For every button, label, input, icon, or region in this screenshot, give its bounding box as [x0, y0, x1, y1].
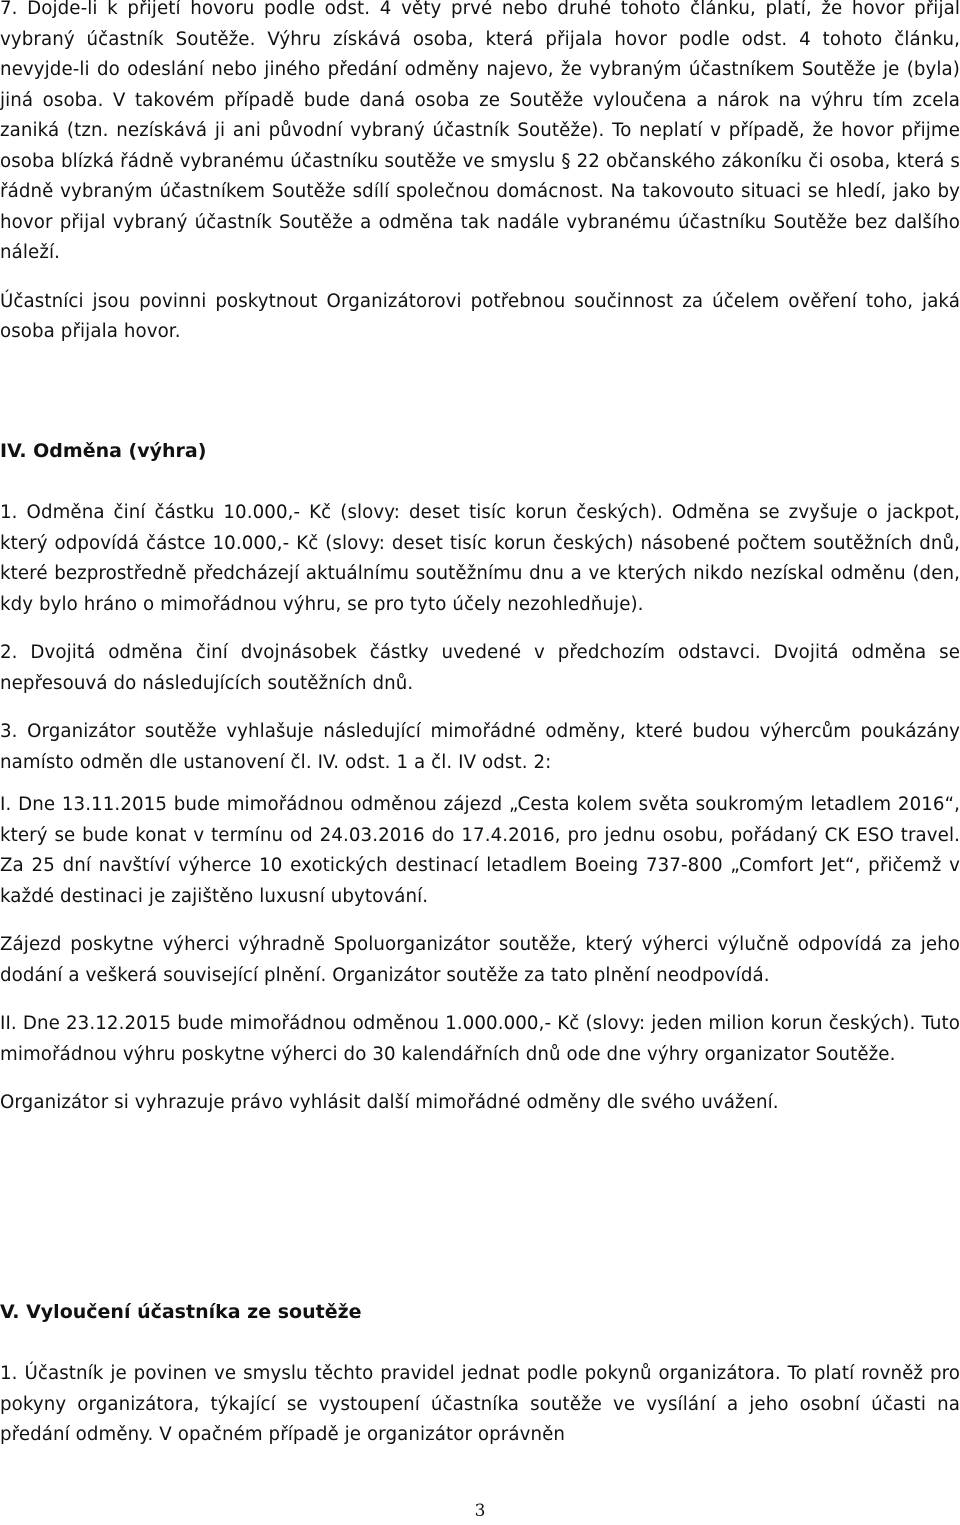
- paragraph-v-1: 1. Účastník je povinen ve smyslu těchto pravidel jednat podle pokynů organizátora. To platí rovněž pro pokyny organizátora, týkající se vystoupení účastníka soutěže ve vysílání a jeho osobní účasti na předání odměny. V opačném případě je organizátor oprávněn: [0, 1363, 960, 1445]
- paragraph-iv-3: 3. Organizátor soutěže vyhlašuje následující mimořádné odměny, které budou výhercům poukázány namísto odměn dle ustanovení čl. IV. odst. 1 a čl. IV odst. 2:: [0, 721, 960, 773]
- paragraph-iv-3-i-supplier: Zájezd poskytne výherci výhradně Spoluorganizátor soutěže, který výherci výlučně odpovídá za jeho dodání a veškerá související plnění. Organizátor soutěže za tato plnění neodpovídá.: [0, 934, 960, 986]
- paragraph-iv-1: 1. Odměna činí částku 10.000,- Kč (slovy: deset tisíc korun českých). Odměna se zvyšuje o jackpot, který odpovídá částce 10.000,- Kč (slovy: deset tisíc korun českých) násobené počtem soutěžních dnů, které bezprostředně předcházejí aktuálnímu soutěžnímu dnu a ve kterých nikdo nezískal odměnu (den, kdy bylo hráno o mimořádnou výhru, se pro tyto účely nezohledňuje).: [0, 502, 960, 615]
- paragraph-iv-3-ii: II. Dne 23.12.2015 bude mimořádnou odměnou 1.000.000,- Kč (slovy: jeden milion korun českých). Tuto mimořádnou výhru poskytne výherci do 30 kalendářních dnů ode dne výhry organizator Soutěže.: [0, 1013, 960, 1065]
- section-article-7: [0, 0, 960, 366]
- section-iv-heading: IV. Odměna (výhra): [0, 440, 207, 462]
- paragraph-iv-reservation: Organizátor si vyhrazuje právo vyhlásit další mimořádné odměny dle svého uvážení.: [0, 1092, 779, 1113]
- paragraph-7: 7. Dojde-li k přijetí hovoru podle odst. 4 věty prvé nebo druhé tohoto článku, platí, že hovor přijal vybraný účastník Soutěže. Výhru získává osoba, která přijala hovor podle odst. 4 tohoto článku, nevyjde-li do odeslání nebo jiného předání odměny najevo, že vybraným účastníkem Soutěže je (byla) jiná osoba. V takovém případě bude daná osoba ze Soutěže vyloučena a nárok na výhru tím zcela zaniká (tzn. nezískává ji ani původní vybraný účastník Soutěže). To neplatí v případě, že hovor přijme osoba blízká řádně vybranému účastníku soutěže ve smyslu § 22 občanského zákoníku či osoba, která s řádně vybraným účastníkem Soutěže sdílí společnou domácnost. Na takovouto situaci se hledí, jako by hovor přijal vybraný účastník Soutěže a odměna tak nadále vybranému účastníku Soutěže bez dalšího náleží.: [0, 0, 960, 263]
- page-number: 3: [474, 1501, 486, 1521]
- paragraph-iv-2: 2. Dvojitá odměna činí dvojnásobek částky uvedené v předchozím odstavci. Dvojitá odměna se nepřesouvá do následujících soutěžních dnů.: [0, 642, 960, 694]
- section-iv-reward: [0, 436, 960, 1137]
- section-v-exclusion: [0, 1297, 960, 1469]
- section-v-heading: V. Vyloučení účastníka ze soutěže: [0, 1301, 362, 1323]
- paragraph-iv-3-i: I. Dne 13.11.2015 bude mimořádnou odměnou zájezd „Cesta kolem světa soukromým letadlem 2016“, který se bude konat v termínu od 24.03.2016 do 17.4.2016, pro jednu osobu, pořádaný CK ESO travel. Za 25 dní navštíví výherce 10 exotických destinací letadlem Boeing 737-800 „Comfort Jet“, přičemž v každé destinaci je zajištěno luxusní ubytování.: [0, 794, 960, 907]
- paragraph-cooperation: Účastníci jsou povinni poskytnout Organizátorovi potřebnou součinnost za účelem ověření toho, jaká osoba přijala hovor.: [0, 290, 960, 342]
